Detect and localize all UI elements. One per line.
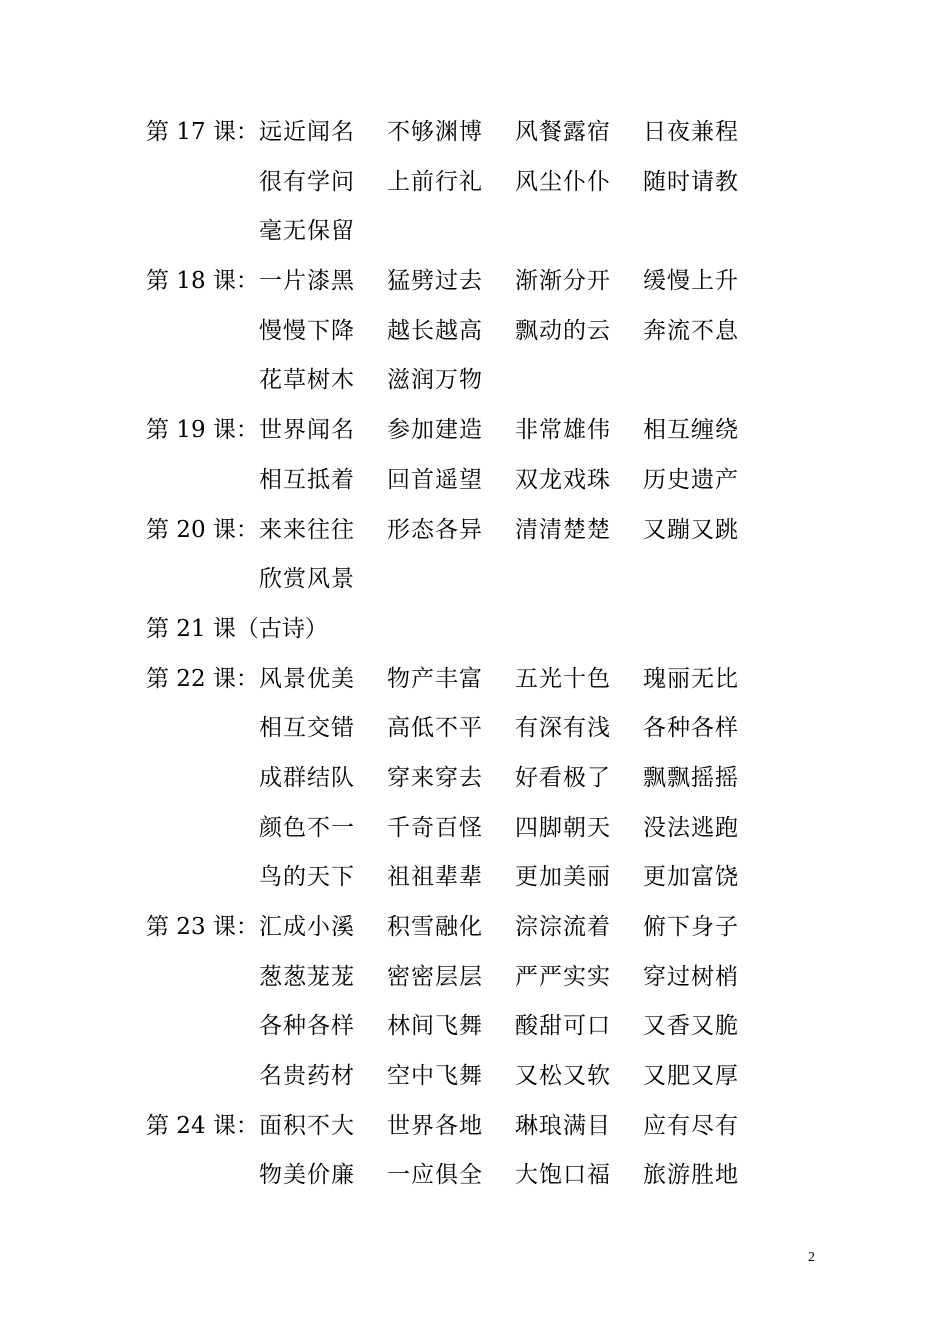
word-group <box>259 704 771 754</box>
vocab-word: 欣赏风景 <box>259 566 355 593</box>
lesson-row <box>146 853 846 903</box>
vocab-word: 又松又软 <box>515 1063 611 1090</box>
vocab-word: 上前行礼 <box>387 168 483 195</box>
vocab-word: 大饱口福 <box>515 1162 611 1189</box>
lesson-row <box>146 406 846 456</box>
lesson-row <box>146 506 846 556</box>
vocab-word: 有深有浅 <box>515 715 611 742</box>
word-group <box>259 307 771 357</box>
vocab-word: 相互抵着 <box>259 466 355 493</box>
vocab-word: 又蹦又跳 <box>643 516 739 543</box>
vocab-word: 穿来穿去 <box>387 764 483 791</box>
lesson-row <box>146 158 846 208</box>
vocab-word: 清清楚楚 <box>515 516 611 543</box>
vocab-word: 历史遗产 <box>643 466 739 493</box>
word-group <box>259 356 515 406</box>
vocab-word: 风餐露宿 <box>515 119 611 145</box>
vocab-word: 面积不大 <box>259 1112 355 1139</box>
word-group <box>259 158 771 208</box>
lesson-row <box>146 1151 846 1201</box>
vocab-word: 祖祖辈辈 <box>387 864 483 891</box>
vocab-word: 空中飞舞 <box>387 1063 483 1090</box>
lesson-row <box>146 108 846 158</box>
vocab-word: 酸甜可口 <box>515 1013 611 1040</box>
vocab-word: 密密层层 <box>387 963 483 990</box>
word-group <box>259 1151 771 1201</box>
vocab-word: 鸟的天下 <box>259 864 355 891</box>
vocab-word: 林间飞舞 <box>387 1013 483 1040</box>
vocab-word: 飘飘摇摇 <box>643 764 739 791</box>
vocab-word: 又香又脆 <box>643 1013 739 1040</box>
vocab-word: 飘动的云 <box>515 317 611 344</box>
page-number: 2 <box>808 1250 815 1265</box>
vocab-word: 世界各地 <box>387 1112 483 1139</box>
vocab-word: 汇成小溪 <box>259 914 355 940</box>
word-group <box>259 108 771 158</box>
vocab-word: 不够渊博 <box>387 119 483 145</box>
lesson-row <box>146 1102 846 1152</box>
lesson-row <box>146 257 846 307</box>
word-group <box>259 903 771 953</box>
vocab-word: 回首遥望 <box>387 466 483 493</box>
lesson-label: 第 23 课： <box>146 914 259 940</box>
word-group <box>259 804 771 854</box>
vocab-word: 奔流不息 <box>643 317 739 344</box>
lesson-row <box>146 953 846 1003</box>
vocab-word: 很有学问 <box>259 168 355 195</box>
vocab-word: 形态各异 <box>387 516 483 543</box>
vocab-word: 更加美丽 <box>515 864 611 891</box>
vocab-word: 一片漆黑 <box>259 268 355 295</box>
vocab-word: 滋润万物 <box>387 367 483 394</box>
vocabulary-list <box>146 108 846 1201</box>
lesson-label: 第 24 课： <box>146 1112 259 1139</box>
word-group <box>259 257 771 307</box>
vocab-word: 高低不平 <box>387 715 483 742</box>
word-group <box>259 853 771 903</box>
word-group <box>259 207 387 257</box>
vocab-word: 随时请教 <box>643 168 739 195</box>
vocab-word: 严严实实 <box>515 963 611 990</box>
lesson-row <box>146 356 846 406</box>
word-group <box>259 953 771 1003</box>
word-group <box>259 1002 771 1052</box>
lesson-row <box>146 307 846 357</box>
vocab-word: 日夜兼程 <box>643 119 739 145</box>
vocab-word: 各种各样 <box>643 715 739 742</box>
word-group <box>259 456 771 506</box>
vocab-word: 一应俱全 <box>387 1162 483 1189</box>
vocab-word: 越长越高 <box>387 317 483 344</box>
vocab-word: 缓慢上升 <box>643 268 739 295</box>
lesson-label: 第 17 课： <box>146 119 259 145</box>
word-group <box>259 406 771 456</box>
lesson-row <box>146 704 846 754</box>
lesson-row <box>146 1052 846 1102</box>
vocab-word: 猛劈过去 <box>387 268 483 295</box>
vocab-word: 五光十色 <box>515 665 611 692</box>
vocab-word: 应有尽有 <box>643 1112 739 1139</box>
lesson-row <box>146 555 846 605</box>
word-group <box>259 1102 771 1152</box>
vocab-word: 参加建造 <box>387 417 483 444</box>
vocab-word: 物产丰富 <box>387 665 483 692</box>
vocab-word: 旅游胜地 <box>643 1162 739 1189</box>
lesson-row <box>146 655 846 705</box>
vocab-word: 积雪融化 <box>387 914 483 940</box>
vocab-word: 淙淙流着 <box>515 914 611 940</box>
lesson-row <box>146 605 846 655</box>
vocab-word: 毫无保留 <box>259 218 355 245</box>
vocab-word: 俯下身子 <box>643 914 739 940</box>
lesson-row <box>146 804 846 854</box>
vocab-word: 成群结队 <box>259 764 355 791</box>
vocab-word: 相互缠绕 <box>643 417 739 444</box>
vocab-word: 好看极了 <box>515 764 611 791</box>
vocab-word: 又肥又厚 <box>643 1063 739 1090</box>
vocab-word: 更加富饶 <box>643 864 739 891</box>
vocab-word: 来来往往 <box>259 516 355 543</box>
vocab-word: 双龙戏珠 <box>515 466 611 493</box>
vocab-word: 葱葱茏茏 <box>259 963 355 990</box>
vocab-word: 渐渐分开 <box>515 268 611 295</box>
vocab-word: 各种各样 <box>259 1013 355 1040</box>
vocab-word: 琳琅满目 <box>515 1112 611 1139</box>
vocab-word: 瑰丽无比 <box>643 665 739 692</box>
lesson-label: 第 19 课： <box>146 417 259 444</box>
vocab-word: 花草树木 <box>259 367 355 394</box>
lesson-label: 第 22 课： <box>146 665 259 692</box>
lesson-row <box>146 207 846 257</box>
lesson-label: 第 21 课（古诗） <box>146 615 328 642</box>
word-group <box>259 655 771 705</box>
word-group <box>259 555 387 605</box>
word-group <box>259 506 771 556</box>
lesson-row <box>146 456 846 506</box>
vocab-word: 风景优美 <box>259 665 355 692</box>
vocab-word: 非常雄伟 <box>515 417 611 444</box>
lesson-label: 第 20 课： <box>146 516 259 543</box>
lesson-row <box>146 1002 846 1052</box>
vocab-word: 物美价廉 <box>259 1162 355 1189</box>
lesson-label: 第 18 课： <box>146 268 259 295</box>
lesson-row <box>146 754 846 804</box>
vocab-word: 风尘仆仆 <box>515 168 611 195</box>
vocab-word: 四脚朝天 <box>515 814 611 841</box>
vocab-word: 颜色不一 <box>259 814 355 841</box>
vocab-word: 千奇百怪 <box>387 814 483 841</box>
vocab-word: 相互交错 <box>259 715 355 742</box>
vocab-word: 名贵药材 <box>259 1063 355 1090</box>
vocab-word: 世界闻名 <box>259 417 355 444</box>
vocab-word: 慢慢下降 <box>259 317 355 344</box>
lesson-row <box>146 903 846 953</box>
vocab-word: 没法逃跑 <box>643 814 739 841</box>
vocab-word: 远近闻名 <box>259 119 355 145</box>
word-group <box>259 754 771 804</box>
word-group <box>259 1052 771 1102</box>
vocab-word: 穿过树梢 <box>643 963 739 990</box>
